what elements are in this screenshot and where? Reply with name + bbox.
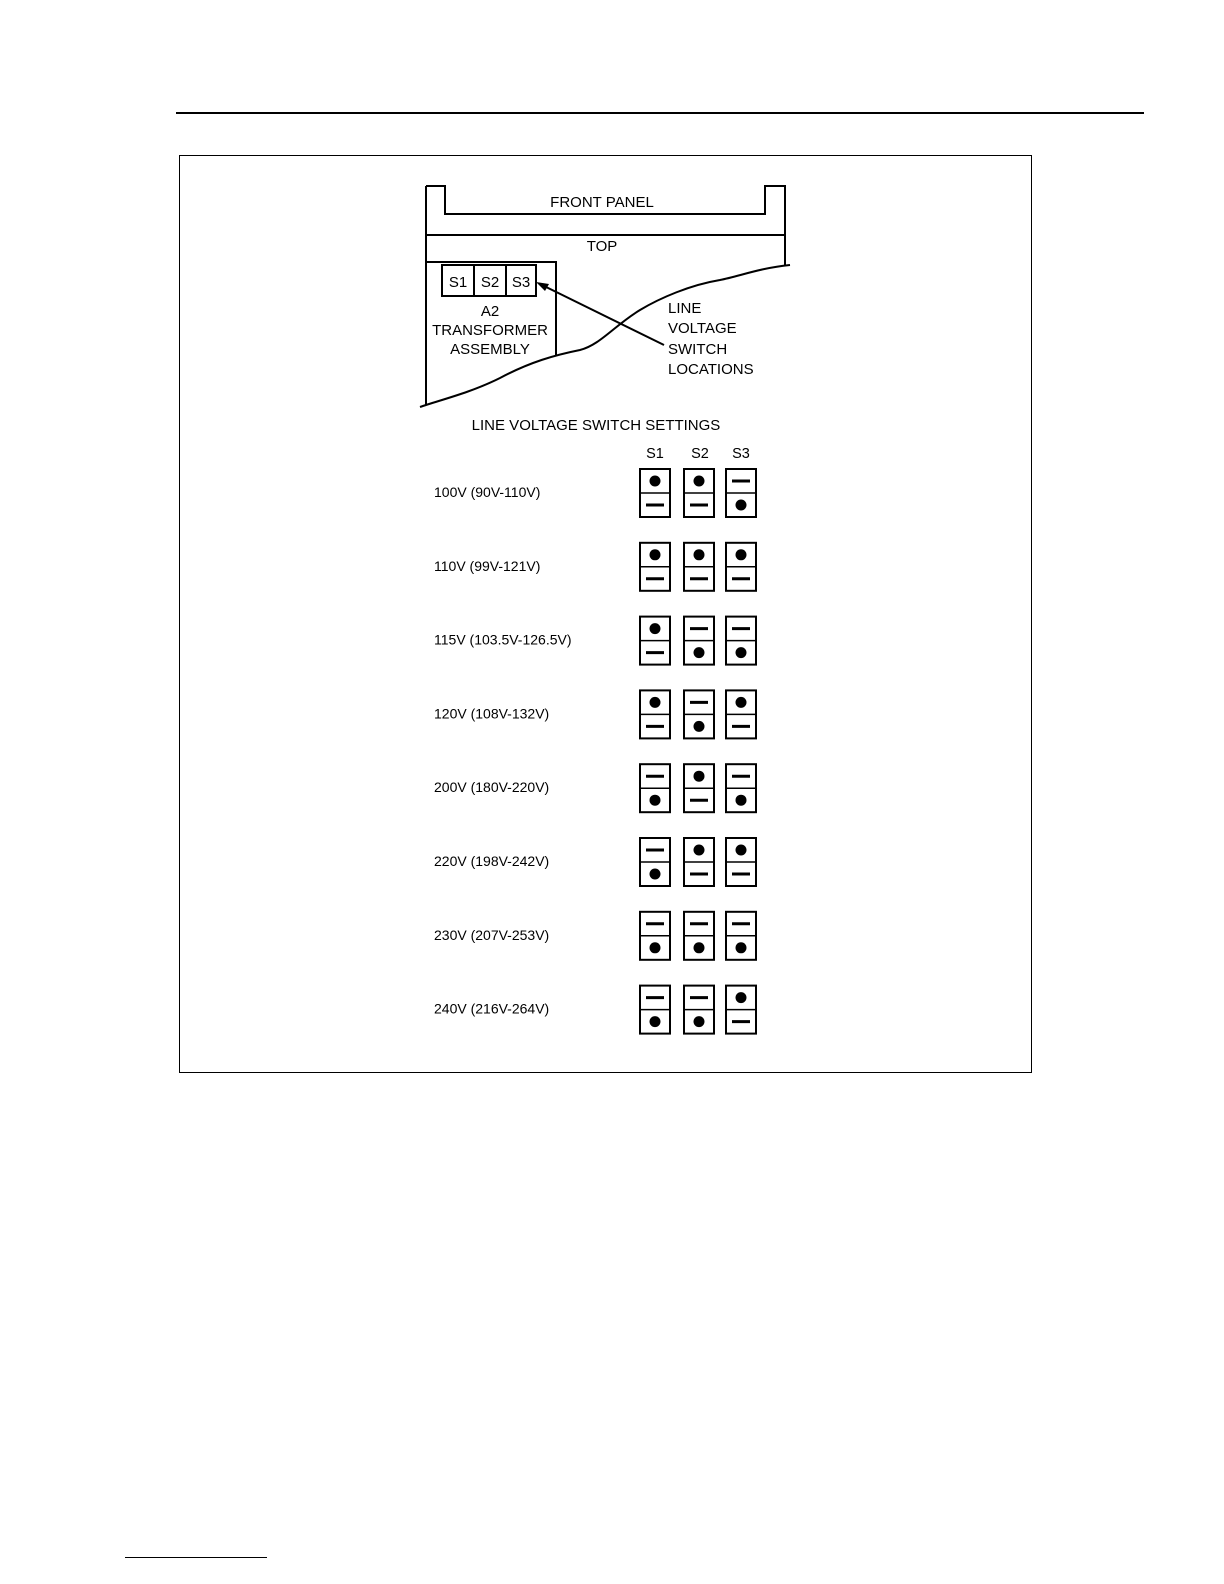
row-voltage-label: 200V (180V-220V) bbox=[434, 779, 550, 796]
settings-row bbox=[434, 764, 756, 812]
column-header-s2: S2 bbox=[691, 446, 709, 462]
switch-dot bbox=[650, 549, 661, 560]
assembly-label-line3: ASSEMBLY bbox=[450, 341, 530, 358]
switch-dot bbox=[650, 1016, 661, 1027]
switch-s2-label: S2 bbox=[480, 274, 500, 291]
switch-dot bbox=[650, 869, 661, 880]
switch-dot bbox=[736, 500, 747, 511]
switch-indicator bbox=[640, 838, 670, 886]
switch-dot bbox=[650, 697, 661, 708]
switch-dot bbox=[694, 549, 705, 560]
switch-dot bbox=[694, 647, 705, 658]
switch-indicator bbox=[684, 838, 714, 886]
column-header-s1: S1 bbox=[646, 446, 664, 462]
callout-label-line3: SWITCH bbox=[668, 341, 728, 358]
row-voltage-label: 220V (198V-242V) bbox=[434, 853, 550, 869]
switch-indicator bbox=[726, 617, 756, 665]
switch-indicator bbox=[726, 543, 756, 591]
switch-indicator bbox=[640, 690, 670, 738]
switch-indicator bbox=[640, 764, 670, 812]
switch-dot bbox=[736, 992, 747, 1003]
switch-indicator bbox=[640, 986, 670, 1034]
row-voltage-label: 110V (99V-121V) bbox=[434, 557, 541, 574]
switch-dot bbox=[650, 623, 661, 634]
switch-s1-label: S1 bbox=[448, 274, 468, 291]
callout-arrowhead bbox=[536, 282, 549, 291]
switch-dot bbox=[694, 1016, 705, 1027]
switch-dot bbox=[694, 721, 705, 732]
switch-dot bbox=[736, 795, 747, 806]
settings-row bbox=[434, 617, 756, 665]
switch-indicator bbox=[726, 986, 756, 1034]
callout-label-line4: LOCATIONS bbox=[668, 361, 754, 378]
switch-dot bbox=[650, 942, 661, 953]
switch-indicator bbox=[684, 912, 714, 960]
callout-label-line2: VOLTAGE bbox=[668, 320, 737, 337]
switch-dot bbox=[736, 845, 747, 856]
settings-row bbox=[434, 912, 756, 960]
settings-row bbox=[434, 838, 756, 886]
switch-indicator bbox=[726, 469, 756, 517]
row-voltage-label: 120V (108V-132V) bbox=[434, 705, 550, 722]
switch-dot bbox=[736, 697, 747, 708]
callout-label-line1: LINE bbox=[668, 300, 702, 317]
switch-dot bbox=[650, 476, 661, 487]
switch-dot bbox=[736, 942, 747, 953]
switch-dot bbox=[694, 771, 705, 782]
switch-dot bbox=[736, 647, 747, 658]
switch-indicator bbox=[640, 617, 670, 665]
switch-indicator bbox=[684, 986, 714, 1034]
switch-indicator bbox=[726, 690, 756, 738]
assembly-label-line2: TRANSFORMER bbox=[432, 322, 548, 339]
switch-indicator bbox=[640, 912, 670, 960]
switch-dot bbox=[650, 795, 661, 806]
top-label: TOP bbox=[586, 238, 618, 255]
settings-row bbox=[434, 690, 756, 738]
row-voltage-label: 230V (207V-253V) bbox=[434, 926, 550, 943]
settings-rows bbox=[434, 469, 756, 1034]
switch-dot bbox=[694, 845, 705, 856]
row-voltage-label: 100V (90V-110V) bbox=[434, 484, 541, 500]
row-voltage-label: 240V (216V-264V) bbox=[434, 1000, 550, 1017]
switch-indicator bbox=[684, 617, 714, 665]
switch-indicator bbox=[684, 469, 714, 517]
switch-dot bbox=[736, 549, 747, 560]
switch-indicator bbox=[684, 543, 714, 591]
switch-dot bbox=[694, 476, 705, 487]
switch-indicator bbox=[684, 690, 714, 738]
switch-dot bbox=[694, 942, 705, 953]
settings-title: LINE VOLTAGE SWITCH SETTINGS bbox=[471, 417, 721, 434]
settings-row bbox=[434, 469, 756, 517]
column-header-s3: S3 bbox=[732, 446, 750, 462]
switch-indicator bbox=[640, 469, 670, 517]
switch-s3-label: S3 bbox=[511, 274, 531, 291]
switch-indicator bbox=[640, 543, 670, 591]
switch-indicator bbox=[726, 764, 756, 812]
settings-row bbox=[434, 543, 756, 591]
row-voltage-label: 115V (103.5V-126.5V) bbox=[434, 631, 572, 648]
switch-indicator bbox=[684, 764, 714, 812]
settings-row bbox=[434, 986, 756, 1034]
callout-leader bbox=[540, 284, 664, 345]
front-panel-label: FRONT PANEL bbox=[550, 194, 654, 211]
assembly-label-line1: A2 bbox=[480, 303, 500, 320]
switch-indicator bbox=[726, 838, 756, 886]
switch-indicator bbox=[726, 912, 756, 960]
